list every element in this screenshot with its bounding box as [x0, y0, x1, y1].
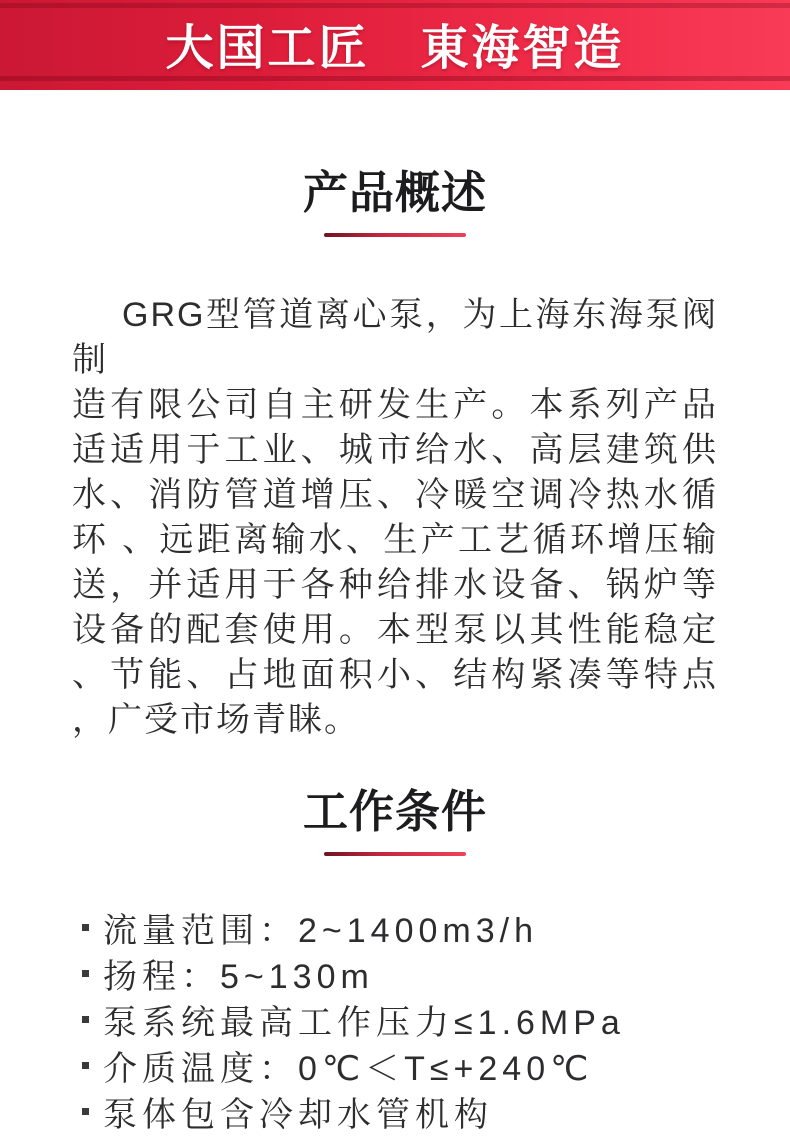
- paragraph-line: 水、消防管道增压、冷暖空调冷热水循: [72, 476, 718, 514]
- bullet-dot-icon: [82, 924, 89, 931]
- bullet-dot-icon: [82, 970, 89, 977]
- paragraph-line: 环 、远距离输水、生产工艺循环增压输: [72, 521, 718, 559]
- condition-medium-temperature: 介质温度：0℃＜T≤+240℃: [103, 1049, 594, 1088]
- conditions-heading-underline: [324, 852, 466, 856]
- banner: [0, 0, 790, 90]
- overview-heading: 产品概述: [302, 167, 487, 218]
- list-item: [82, 904, 790, 950]
- paragraph-line: 设备的配套使用。本型泵以其性能稳定: [72, 611, 718, 649]
- overview-heading-underline: [324, 233, 466, 237]
- list-item: [82, 950, 790, 996]
- bullet-dot-icon: [82, 1108, 89, 1115]
- section-working-conditions: [0, 785, 790, 1134]
- condition-max-pressure: 泵系统最高工作压力≤1.6MPa: [103, 1003, 625, 1042]
- list-item: [82, 1042, 790, 1088]
- condition-head: 扬程：5~130m: [103, 957, 374, 996]
- paragraph-line: 、节能、占地面积小、结构紧凑等特点: [72, 656, 718, 694]
- list-item: [82, 996, 790, 1042]
- paragraph-line: 造有限公司自主研发生产。本系列产品: [72, 386, 718, 424]
- overview-paragraph: [72, 293, 718, 743]
- paragraph-line: ，广受市场青睐。: [72, 701, 360, 739]
- list-item: [82, 1088, 790, 1134]
- condition-cooling-pipe: 泵体包含冷却水管机构: [103, 1095, 493, 1134]
- section-product-overview: [0, 166, 790, 743]
- conditions-heading: 工作条件: [302, 786, 487, 837]
- conditions-list: [82, 904, 790, 1134]
- paragraph-line: 适适用于工业、城市给水、高层建筑供: [72, 431, 718, 469]
- banner-title: 大国工匠 東海智造: [165, 21, 625, 75]
- bullet-dot-icon: [82, 1062, 89, 1069]
- paragraph-line: GRG型管道离心泵，为上海东海泵阀制: [72, 296, 718, 379]
- condition-flow-range: 流量范围：2~1400m3/h: [103, 911, 538, 950]
- paragraph-line: 送，并适用于各种给排水设备、锅炉等: [72, 566, 718, 604]
- bullet-dot-icon: [82, 1016, 89, 1023]
